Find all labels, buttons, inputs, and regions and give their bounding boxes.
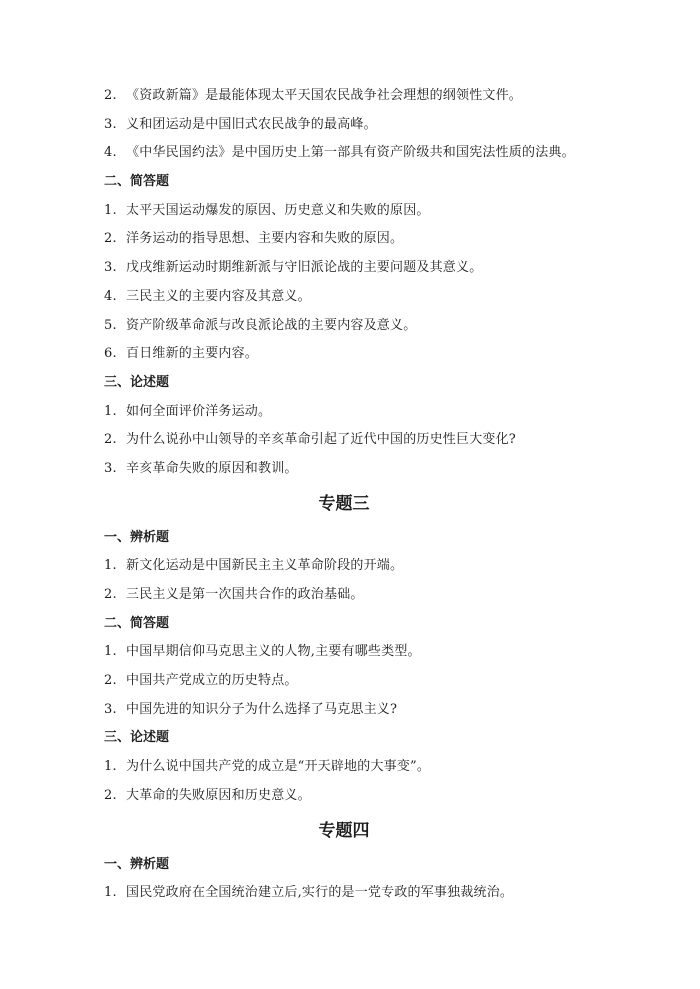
- question-number: 1.: [104, 759, 117, 775]
- question-text: 百日维新的主要内容。: [126, 346, 259, 362]
- topic-title: 专题四: [318, 820, 370, 841]
- question-number: 3.: [104, 116, 117, 132]
- question-item: [104, 340, 624, 369]
- question-text: 大革命的失败原因和历史意义。: [126, 787, 311, 803]
- section-heading: 二、简答题: [104, 174, 170, 190]
- question-item: [104, 82, 624, 111]
- question-item: [104, 283, 624, 312]
- document-body: [104, 82, 624, 908]
- question-number: 1.: [104, 403, 117, 419]
- question-item: [104, 879, 624, 908]
- question-number: 5.: [104, 317, 117, 333]
- question-number: 2.: [104, 88, 117, 103]
- section-heading: 三、论述题: [104, 730, 170, 746]
- question-text: 《资政新篇》是最能体现太平天国农民战争社会理想的纲领性文件。: [126, 88, 523, 103]
- question-text: 为什么说孙中山领导的辛亥革命引起了近代中国的历史性巨大变化?: [126, 432, 516, 448]
- question-item: [104, 696, 624, 725]
- question-text: 三民主义是第一次国共合作的政治基础。: [126, 587, 364, 602]
- question-number: 2.: [104, 432, 117, 448]
- section-heading: 一、辨析题: [104, 856, 170, 872]
- question-text: 三民主义的主要内容及其意义。: [126, 288, 311, 304]
- question-item: [104, 581, 624, 610]
- question-item: [104, 254, 624, 283]
- question-number: 3.: [104, 460, 117, 476]
- question-text: 《中华民国约法》是中国历史上第一部具有资产阶级共和国宪法性质的法典。: [126, 145, 575, 161]
- question-item: [104, 398, 624, 427]
- section-heading: 一、辨析题: [104, 529, 170, 545]
- section-heading: 二、简答题: [104, 615, 170, 631]
- question-text: 为什么说中国共产党的成立是“开天辟地的大事变”。: [126, 759, 431, 775]
- question-text: 中国早期信仰马克思主义的人物,主要有哪些类型。: [126, 644, 421, 660]
- question-number: 1.: [104, 558, 117, 574]
- question-number: 2.: [104, 787, 117, 803]
- question-text: 资产阶级革命派与改良派论战的主要内容及意义。: [126, 317, 417, 333]
- question-number: 1.: [104, 644, 117, 660]
- question-number: 3.: [104, 701, 117, 717]
- question-item: [104, 667, 624, 696]
- question-item: [104, 753, 624, 782]
- question-item: [104, 225, 624, 254]
- question-number: 2.: [104, 587, 117, 602]
- question-item: [104, 782, 624, 811]
- question-item: [104, 455, 624, 484]
- question-text: 洋务运动的指导思想、主要内容和失败的原因。: [126, 231, 404, 247]
- question-number: 2.: [104, 231, 117, 247]
- question-number: 4.: [104, 145, 117, 161]
- question-item: [104, 638, 624, 667]
- question-text: 中国共产党成立的历史特点。: [126, 673, 298, 689]
- question-item: [104, 139, 624, 168]
- question-item: [104, 552, 624, 581]
- question-text: 太平天国运动爆发的原因、历史意义和失败的原因。: [126, 202, 430, 218]
- question-item: [104, 426, 624, 455]
- question-item: [104, 111, 624, 140]
- question-number: 2.: [104, 673, 117, 689]
- question-item: [104, 312, 624, 341]
- topic-title: 专题三: [318, 493, 370, 514]
- question-number: 4.: [104, 288, 117, 304]
- question-text: 国民党政府在全国统治建立后,实行的是一党专政的军事独裁统治。: [126, 885, 514, 901]
- question-text: 新文化运动是中国新民主主义革命阶段的开端。: [126, 558, 404, 574]
- question-number: 1.: [104, 885, 117, 901]
- question-text: 义和团运动是中国旧式农民战争的最高峰。: [126, 116, 377, 132]
- question-number: 6.: [104, 346, 117, 362]
- question-text: 中国先进的知识分子为什么选择了马克思主义?: [126, 701, 398, 717]
- question-text: 辛亥革命失败的原因和教训。: [126, 460, 298, 476]
- question-text: 如何全面评价洋务运动。: [126, 403, 272, 419]
- question-number: 1.: [104, 202, 117, 218]
- question-item: [104, 197, 624, 226]
- question-text: 戊戌维新运动时期维新派与守旧派论战的主要问题及其意义。: [126, 260, 483, 276]
- question-number: 3.: [104, 260, 117, 276]
- section-heading: 三、论述题: [104, 374, 170, 390]
